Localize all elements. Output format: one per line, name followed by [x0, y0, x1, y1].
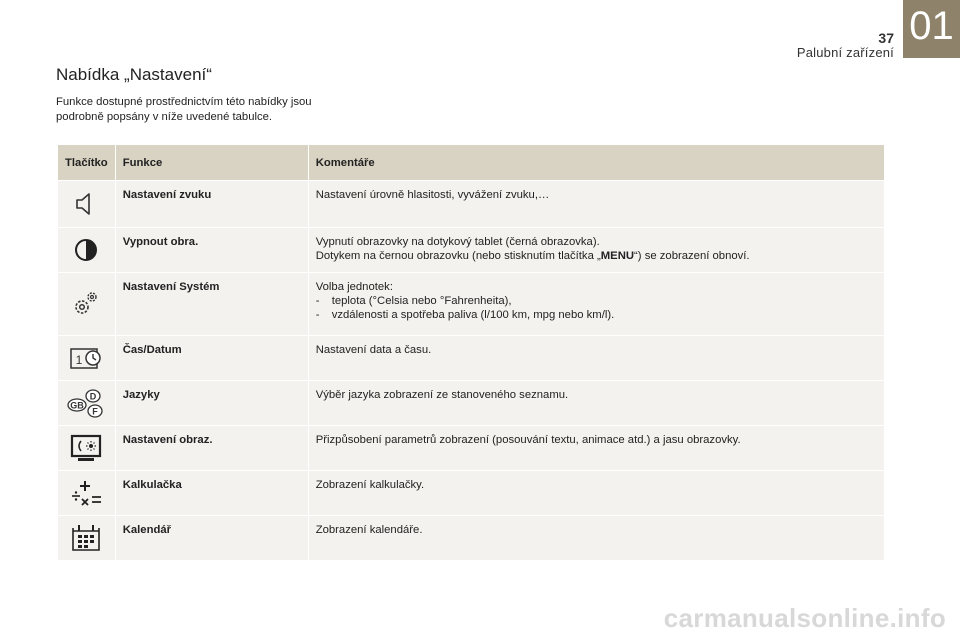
- icon-cell: [58, 181, 115, 227]
- page-number: 37: [878, 30, 894, 46]
- icon-cell: [58, 426, 115, 470]
- display-settings-icon: [70, 433, 102, 463]
- bullet-item: [316, 294, 877, 308]
- table-row: [58, 181, 884, 227]
- function-label: Kalkulačka: [116, 471, 308, 515]
- comment-text: Nastavení data a času.: [315, 344, 432, 356]
- bullet-dash: -: [315, 295, 320, 307]
- function-label: Nastavení Systém: [116, 273, 308, 335]
- menu-key-label: MENU: [600, 250, 635, 262]
- bullet-text: teplota (°Celsia nebo °Fahrenheita),: [331, 295, 512, 307]
- table-row: [58, 273, 884, 335]
- icon-cell: [58, 381, 115, 425]
- icon-cell: [58, 516, 115, 560]
- comment-cell: [309, 516, 884, 560]
- comment-text: Nastavení úrovně hlasitosti, vyvážení zvuku,…: [315, 189, 550, 201]
- function-label: Jazyky: [116, 381, 308, 425]
- icon-cell: [58, 471, 115, 515]
- function-label: Nastavení zvuku: [116, 181, 308, 227]
- date-one-label: 1: [76, 353, 83, 367]
- calendar-icon: [69, 522, 103, 554]
- comment-cell: [309, 471, 884, 515]
- function-label: Vypnout obra.: [116, 228, 308, 272]
- comment-text: Vypnutí obrazovky na dotykový tablet (černá obrazovka).: [315, 236, 600, 248]
- table-header-row: [58, 145, 884, 180]
- comment-text: Zobrazení kalendáře.: [315, 524, 423, 536]
- chapter-title: Palubní zařízení: [796, 45, 894, 60]
- comment-cell: [309, 381, 884, 425]
- lang-gb-label: GB: [70, 400, 85, 411]
- watermark: carmanualsonline.info: [663, 603, 946, 633]
- table-row: [58, 381, 884, 425]
- half-moon-icon: [73, 237, 99, 263]
- chapter-tab: 01: [903, 0, 960, 58]
- icon-cell: [58, 336, 115, 380]
- comment-text: Volba jednotek:: [315, 281, 393, 293]
- comment-cell: [309, 181, 884, 227]
- header-function: Funkce: [116, 145, 308, 180]
- bullet-text: vzdálenosti a spotřeba paliva (l/100 km, mpg nebo km/l).: [331, 309, 615, 321]
- comment-cell: [309, 228, 884, 272]
- comment-text: Výběr jazyka zobrazení ze stanoveného seznamu.: [315, 389, 569, 401]
- lang-f-label: F: [92, 406, 99, 417]
- comment-post: “) se zobrazení obnoví.: [634, 250, 750, 262]
- languages-icon: [65, 387, 107, 419]
- function-label: Nastavení obraz.: [116, 426, 308, 470]
- calculator-icon: [68, 477, 104, 509]
- function-label: Čas/Datum: [116, 336, 308, 380]
- gears-icon: [71, 289, 101, 319]
- comment-text: [316, 249, 877, 263]
- function-label: Kalendář: [116, 516, 308, 560]
- comment-cell: [309, 336, 884, 380]
- speaker-icon: [73, 190, 99, 218]
- comment-text: Přizpůsobení parametrů zobrazení (posouvání textu, animace atd.) a jasu obrazovky.: [315, 434, 741, 446]
- comment-cell: [309, 273, 884, 335]
- section-title: Nabídka „Nastavení“: [56, 65, 212, 84]
- table-row: [58, 336, 884, 380]
- intro-text: Funkce dostupné prostřednictvím této nabídky jsou podrobně popsány v níže uvedené tabulce.: [56, 96, 312, 123]
- comment-text: Zobrazení kalkulačky.: [315, 479, 425, 491]
- table-row: [58, 228, 884, 272]
- header-button: Tlačítko: [58, 145, 115, 180]
- bullet-item: [316, 308, 877, 322]
- table-row: [58, 471, 884, 515]
- icon-cell: [58, 273, 115, 335]
- lang-d-label: D: [90, 391, 97, 402]
- table-row: [58, 426, 884, 470]
- bullet-dash: -: [315, 309, 320, 321]
- settings-table: [57, 144, 885, 561]
- comment-pre: Dotykem na černou obrazovku (nebo stisknutím tlačítka „: [315, 250, 601, 262]
- table-row: [58, 516, 884, 560]
- header-comments: Komentáře: [309, 145, 884, 180]
- icon-cell: [58, 228, 115, 272]
- date-time-icon: [69, 344, 103, 372]
- comment-cell: [309, 426, 884, 470]
